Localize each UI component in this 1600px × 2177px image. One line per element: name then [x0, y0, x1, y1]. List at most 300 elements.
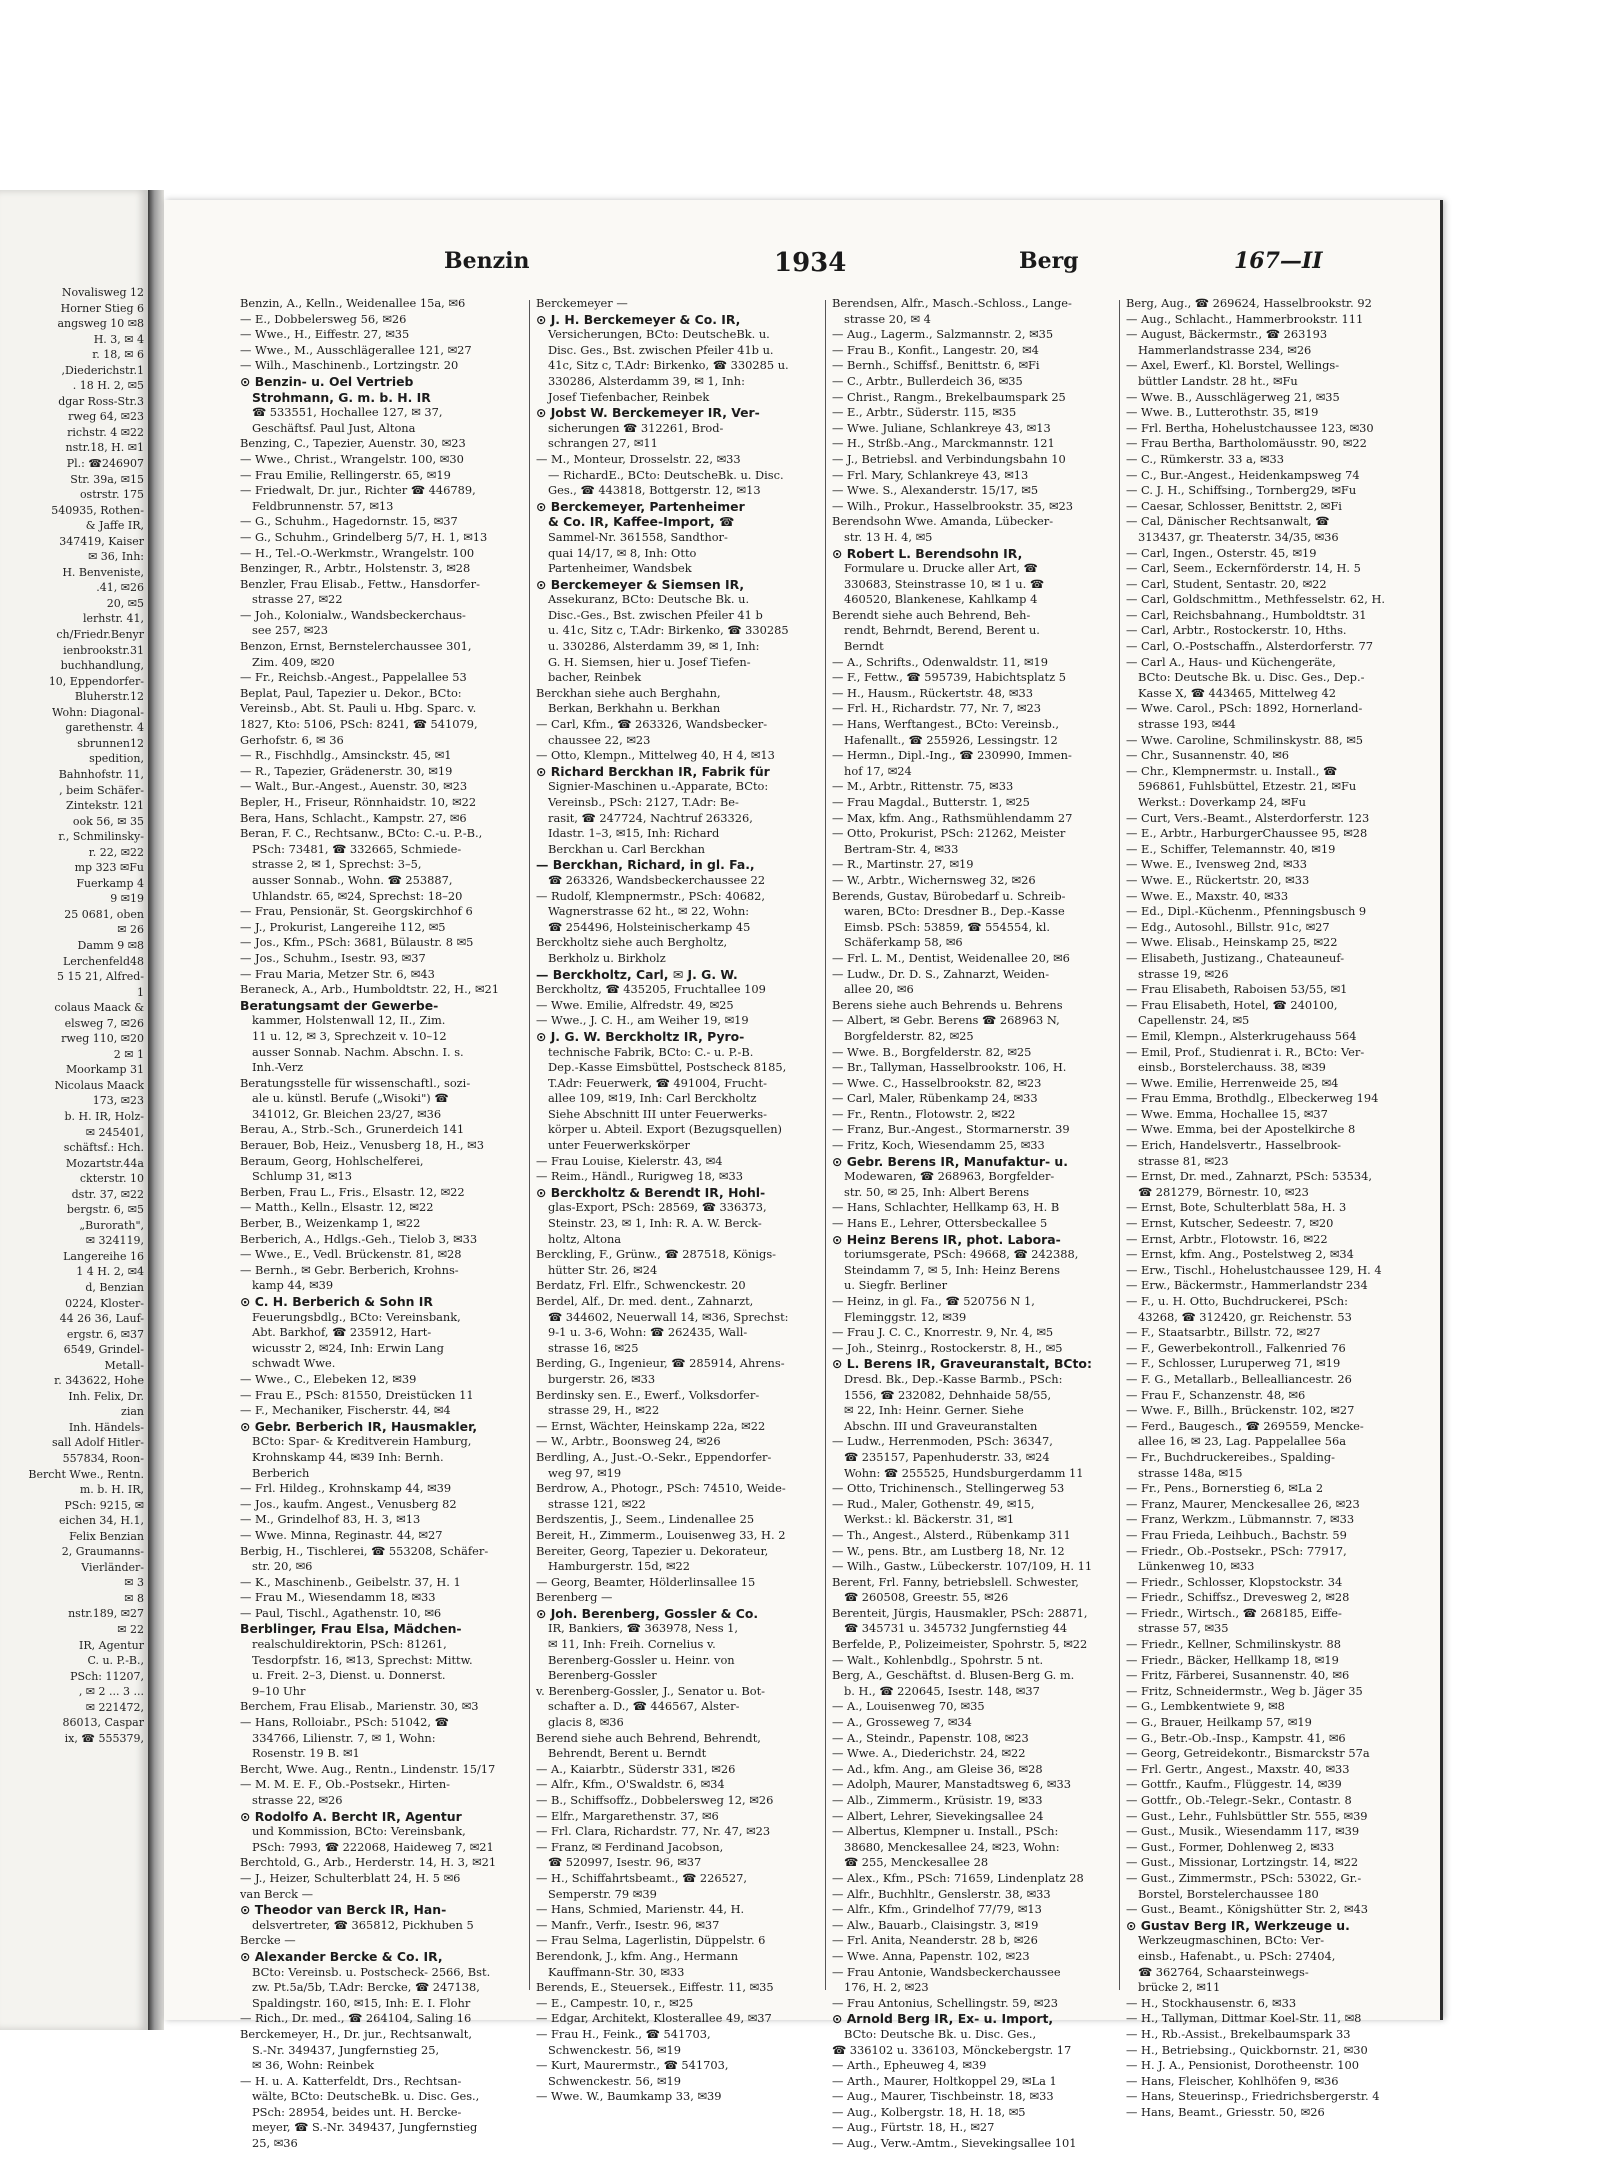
directory-entry-line: — R., Fischhdlg., Amsinckstr. 45, ✉1 — [240, 748, 452, 763]
left-page-fragment: ix, ☎ 555379, — [64, 1731, 144, 1745]
directory-entry-line: 38680, Menckesallee 24, ✉23, Wohn: — [844, 1839, 1060, 1854]
directory-entry-line: Schwenckestr. 56, ✉19 — [548, 2042, 681, 2057]
left-page-fragment: dgar Ross-Str.3 — [58, 394, 144, 408]
directory-entry-line: 25, ✉36 — [252, 2136, 298, 2151]
left-page-fragment: , beim Schäfer- — [59, 783, 144, 797]
left-page-fragment: Fuerkamp 4 — [76, 876, 144, 890]
directory-entry-line: u. 41c, Sitz c, T.Adr: Birkenko, ☎ 330285 — [548, 623, 789, 638]
directory-entry-line: — Aug., Schlacht., Hammerbrookstr. 111 — [1126, 311, 1364, 326]
directory-entry-line: Bereiter, Georg, Tapezier u. Dekorateur, — [536, 1543, 769, 1558]
directory-entry-line: Formulare u. Drucke aller Art, ☎ — [844, 561, 1038, 576]
directory-entry-line: — Max, kfm. Ang., Rathsmühlendamm 27 — [832, 810, 1073, 825]
directory-entry-line: Berdinsky sen. E., Ewerf., Volksdorfer- — [536, 1387, 760, 1402]
directory-entry-line: — Frau Bertha, Bartholomäusstr. 90, ✉22 — [1126, 436, 1367, 451]
directory-entry-line: — Hermn., Dipl.-Ing., ☎ 230990, Immen- — [832, 748, 1072, 763]
directory-entry-line: — Wwe. Emilie, Herrenweide 25, ✉4 — [1126, 1075, 1339, 1090]
left-page-fragment: r. 343622, Hohe — [54, 1374, 144, 1388]
directory-entry-line: — Christ., Rangm., Brekelbaumspark 25 — [832, 389, 1066, 404]
left-page-fragment: C. u. P.-B., — [87, 1654, 144, 1668]
business-listing-line: ⊙ C. H. Berberich & Sohn IR — [240, 1294, 433, 1309]
directory-entry-line: — Cal, Dänischer Rechtsanwalt, ☎ — [1126, 514, 1330, 529]
directory-entry-line: Partenheimer, Wandsbek — [548, 561, 692, 576]
directory-entry-line: — G., Lembkentwiete 9, ✉8 — [1126, 1699, 1285, 1714]
directory-entry-line: — Joh., Kolonialw., Wandsbeckerchaus- — [240, 607, 466, 622]
left-page-fragment: 20, ✉5 — [106, 596, 144, 610]
left-page-fragment: schäftsf.: Hch. — [63, 1141, 144, 1155]
left-page-fragment: ✉ 3 — [124, 1576, 144, 1590]
directory-entry-line: schafter a. D., ☎ 446567, Alster- — [548, 1699, 740, 1714]
directory-entry-line: — Gust., Former, Dohlenweg 2, ✉33 — [1126, 1839, 1335, 1854]
directory-entry-line: — Rudolf, Klempnermstr., PSch: 40682, — [536, 888, 766, 903]
directory-entry-line: — Hans, Rolloiabr., PSch: 51042, ☎ — [240, 1715, 449, 1730]
directory-entry-line: — Friedr., Kellner, Schmilinskystr. 88 — [1126, 1637, 1341, 1652]
directory-entry-line: Capellenstr. 24, ✉5 — [1138, 1013, 1250, 1028]
directory-entry-line: — Frau Elisabeth, Hotel, ☎ 240100, — [1126, 997, 1338, 1012]
directory-entry-line: ☎ 254496, Holsteinischerkamp 45 — [548, 919, 751, 934]
directory-entry-line: meyer, ☎ S.-Nr. 349437, Jungfernstieg — [252, 2120, 478, 2135]
directory-entry-line: strasse 148a, ✉15 — [1138, 1465, 1243, 1480]
left-page-fragment: PSch: 9215, ✉ — [64, 1498, 144, 1512]
directory-entry-line: 596861, Fuhlsbüttel, Etzestr. 21, ✉Fu — [1138, 779, 1357, 794]
directory-entry-line: Berenberg-Gossler — [548, 1668, 657, 1683]
directory-entry-line: — Wwe. B., Ausschlägerweg 21, ✉35 — [1126, 389, 1340, 404]
directory-entry-line: allee 16, ✉ 23, Lag. Pappelallee 56a — [1138, 1434, 1347, 1449]
directory-entry-line: — Frau Selma, Lagerlistin, Düppelstr. 6 — [536, 1933, 766, 1948]
directory-column-3 — [832, 296, 1114, 2152]
directory-entry-line: van Berck — — [240, 1886, 314, 1901]
directory-entry-line: Berding, G., Ingenieur, ☎ 285914, Ahrens- — [536, 1356, 785, 1371]
directory-entry-line: — Franz, Bur.-Angest., Stormarnerstr. 39 — [832, 1122, 1070, 1137]
directory-entry-line: — Ernst, Wächter, Heinskamp 22a, ✉22 — [536, 1418, 766, 1433]
directory-entry-line: — Wwe. Elisab., Heinskamp 25, ✉22 — [1126, 935, 1338, 950]
directory-entry-line: Zim. 409, ✉20 — [252, 654, 335, 669]
header-first-entry: Benzin — [444, 248, 530, 274]
directory-entry-line: Berens siehe auch Behrends u. Behrens — [832, 997, 1063, 1012]
directory-entry-line: — A., Grosseweg 7, ✉34 — [832, 1715, 972, 1730]
directory-entry-line: — Fritz, Koch, Wiesendamm 25, ✉33 — [832, 1138, 1045, 1153]
directory-entry-line: Dep.-Kasse Eimsbüttel, Postscheck 8185, — [548, 1060, 787, 1075]
left-page-fragment: PSch: 11207, — [70, 1669, 144, 1683]
directory-entry-line: — Wwe. B., Lutterothstr. 35, ✉19 — [1126, 405, 1319, 420]
directory-entry-line: — H. J. A., Pensionist, Dorotheenstr. 100 — [1126, 2058, 1360, 2073]
business-listing-line: ⊙ Berckholtz & Berendt IR, Hohl- — [536, 1184, 766, 1200]
column-divider — [1119, 300, 1120, 1990]
directory-entry-line: — Wwe. E., Rückertstr. 20, ✉33 — [1126, 872, 1310, 887]
left-page-fragment: ✉ 324119, — [85, 1234, 144, 1248]
directory-entry-line: — Matth., Kelln., Elsastr. 12, ✉22 — [240, 1200, 434, 1215]
directory-entry-line: u. 330286, Alsterdamm 39, ✉ 1, Inh: — [548, 639, 760, 654]
left-page-fragment: . 18 H. 2, ✉5 — [72, 379, 144, 393]
directory-entry-line: Bercht, Wwe. Aug., Rentn., Lindenstr. 15/17 — [240, 1761, 496, 1776]
directory-entry-line: — Wwe., E., Vedl. Brückenstr. 81, ✉28 — [240, 1247, 462, 1262]
directory-entry-line: Benzing, C., Tapezier, Auenstr. 30, ✉23 — [240, 436, 466, 451]
directory-entry-line: — Walt., Kohlenbdlg., Spohrstr. 5 nt. — [832, 1652, 1044, 1667]
directory-entry-line: strasse 2, ✉ 1, Sprechst: 3–5, — [252, 857, 422, 872]
directory-entry-line: — Adolph, Maurer, Manstadtsweg 6, ✉33 — [832, 1777, 1071, 1792]
directory-entry-line: — Frl. Anita, Neanderstr. 28 b, ✉26 — [832, 1933, 1038, 1948]
left-page-fragment: elsweg 7, ✉26 — [64, 1016, 144, 1030]
directory-entry-line: waren, BCto: Dresdner B., Dep.-Kasse — [844, 904, 1065, 919]
directory-entry-line: — G., Brauer, Heilkamp 57, ✉19 — [1126, 1715, 1312, 1730]
directory-entry-line: — Wwe. Juliane, Schlankreye 43, ✉13 — [832, 420, 1051, 435]
directory-entry-line: Feldbrunnenstr. 57, ✉13 — [252, 498, 394, 513]
directory-entry-line: — H., Hausm., Rückertstr. 48, ✉33 — [832, 685, 1033, 700]
directory-entry-line: strasse 29, H., ✉22 — [548, 1403, 660, 1418]
directory-entry-line: — R., Tapezier, Grädenerstr. 30, ✉19 — [240, 763, 453, 778]
directory-entry-line: u. Siegfr. Berliner — [844, 1278, 948, 1293]
left-page-fragment: Wohn: Diagonal- — [52, 705, 144, 719]
directory-entry-line: Signier-Maschinen u.-Apparate, BCto: — [548, 779, 769, 794]
business-listing-line: Berblinger, Frau Elsa, Mädchen- — [240, 1621, 462, 1637]
directory-entry-line: — Friedr., Bäcker, Hellkamp 18, ✉19 — [1126, 1652, 1339, 1667]
directory-entry-line: unter Feuerwerkskörper — [548, 1138, 690, 1153]
directory-column-2 — [536, 296, 818, 2105]
directory-entry-line: IR, Bankiers, ☎ 363978, Ness 1, — [548, 1621, 739, 1636]
directory-entry-line: 334766, Lilienstr. 7, ✉ 1, Wohn: — [252, 1730, 436, 1745]
directory-entry-line: — Frau J. C. C., Knorrestr. 9, Nr. 4, ✉5 — [832, 1325, 1054, 1340]
directory-entry-line: Vereinsb., PSch: 2127, T.Adr: Be- — [548, 795, 739, 809]
directory-entry-line: — H., Rb.-Assist., Brekelbaumspark 33 — [1126, 2026, 1351, 2041]
directory-entry-line: — Friedr., Wirtsch., ☎ 268185, Eiffe- — [1126, 1605, 1342, 1620]
directory-entry-line: Benzon, Ernst, Bernstelerchaussee 301, — [240, 639, 472, 654]
left-page-fragment: ienbrookstr.31 — [63, 643, 144, 657]
directory-entry-line: Berenberg — — [536, 1590, 613, 1605]
directory-entry-line: S.-Nr. 349437, Jungfernstieg 25, — [252, 2042, 440, 2057]
book-gutter — [148, 190, 164, 2030]
directory-entry-line: ☎ 336102 u. 336103, Mönckebergstr. 17 — [832, 2042, 1072, 2057]
directory-entry-line: — W., Arbtr., Wichernsweg 32, ✉26 — [832, 872, 1036, 887]
left-page-fragment: 86013, Caspar — [62, 1716, 144, 1730]
directory-entry-line: allee 109, ✉19, Inh: Carl Berckholtz — [548, 1091, 757, 1106]
left-page-fragment: 9 ✉19 — [110, 892, 144, 906]
directory-entry-line: BCto: Deutsche Bk. u. Disc. Ges., — [844, 2026, 1037, 2041]
left-page-fragment: ergstr. 6, ✉37 — [66, 1327, 144, 1341]
left-page-fragment: ✉ 26 — [117, 923, 144, 937]
left-page-fragment: bergstr. 6, ✉5 — [66, 1203, 144, 1217]
directory-entry-line: — Paul, Tischl., Agathenstr. 10, ✉6 — [240, 1605, 442, 1620]
directory-entry-line: Berdel, Alf., Dr. med. dent., Zahnarzt, — [536, 1294, 754, 1308]
business-listing-line: ⊙ J. H. Berckemeyer & Co. IR, — [536, 311, 741, 327]
left-page-fragment: IR, Agentur — [79, 1638, 144, 1652]
directory-entry-line: — Alex., Kfm., PSch: 71659, Lindenplatz 28 — [832, 1870, 1084, 1885]
directory-entry-line: Abt. Barkhof, ☎ 235912, Hart- — [252, 1325, 432, 1340]
directory-entry-line: strasse 19, ✉26 — [1138, 966, 1229, 981]
directory-entry-line: — Carl, Student, Sentastr. 20, ✉22 — [1126, 576, 1327, 591]
directory-entry-line: — Georg, Getreidekontr., Bismarckstr 57a — [1126, 1746, 1370, 1761]
directory-entry-line: str. 13 H. 4, ✉5 — [844, 529, 933, 544]
directory-entry-line: — F., Mechaniker, Fischerstr. 44, ✉4 — [240, 1403, 451, 1418]
left-page-fragment: r., Schmilinsky- — [58, 830, 144, 844]
directory-entry-line: Semperstr. 79 ✉39 — [548, 1886, 657, 1901]
left-page-fragment: Langereihe 16 — [63, 1249, 144, 1263]
page-number: 167—II — [1234, 248, 1323, 274]
directory-entry-line: Borstel, Borstelerchaussee 180 — [1138, 1886, 1319, 1901]
directory-entry-line: Berckholtz siehe auch Bergholtz, — [536, 935, 728, 950]
directory-entry-line: — Chr., Susannenstr. 40, ✉6 — [1126, 748, 1290, 763]
directory-entry-line: Bereit, H., Zimmerm., Louisenweg 33, H. 2 — [536, 1527, 786, 1542]
directory-entry-line: kammer, Holstenwall 12, II., Zim. — [252, 1013, 446, 1028]
directory-entry-line: ☎ 345731 u. 345732 Jungfernstieg 44 — [844, 1621, 1068, 1636]
directory-entry-line: ☎ 533551, Hochallee 127, ✉ 37, — [252, 405, 443, 420]
directory-entry-line: Berber, B., Weizenkamp 1, ✉22 — [240, 1216, 421, 1231]
directory-entry-line: — Ernst, Bote, Schulterblatt 58a, H. 3 — [1126, 1200, 1347, 1215]
directory-entry-line: holtz, Altona — [548, 1231, 622, 1246]
directory-entry-line: Assekuranz, BCto: Deutsche Bk. u. — [548, 592, 750, 607]
directory-entry-line: — Frau H., Feink., ☎ 541703, — [536, 2026, 711, 2041]
directory-entry-line: toriumsgerate, PSch: 49668, ☎ 242388, — [844, 1247, 1079, 1262]
directory-entry-line: — Alb., Zimmerm., Krüsistr. 19, ✉33 — [832, 1793, 1043, 1807]
directory-entry-line: Spaldingstr. 160, ✉15, Inh: E. I. Flohr — [252, 1995, 471, 2010]
directory-entry-line: — Frau Antonie, Wandsbeckerchaussee — [832, 1964, 1061, 1979]
directory-entry-line: BCto: Vereinsb. u. Postscheck- 2566, Bst. — [252, 1964, 491, 1979]
directory-entry-line: Steindamm 7, ✉ 5, Inh: Heinz Berens — [844, 1262, 1060, 1277]
directory-entry-line: Berckhan u. Carl Berckhan — [548, 841, 706, 856]
directory-entry-line: Versicherungen, BCto: DeutscheBk. u. — [548, 327, 770, 342]
directory-entry-line: Berkholz u. Birkholz — [548, 950, 666, 965]
directory-entry-line: — Elisabeth, Justizang., Chateauneuf- — [1126, 950, 1345, 965]
directory-entry-line: Berends, E., Steuersek., Eiffestr. 11, ✉35 — [536, 1980, 774, 1995]
directory-entry-line: — Wwe. C., Hasselbrookstr. 82, ✉23 — [832, 1075, 1042, 1090]
left-page-fragment: & Jaffe IR, — [85, 519, 144, 533]
directory-entry-line: Schlump 31, ✉13 — [252, 1169, 352, 1184]
directory-entry-line: strasse 20, ✉ 4 — [844, 311, 931, 326]
header-year: 1934 — [774, 248, 847, 278]
directory-entry-line: einsb., Borstelerchauss. 38, ✉39 — [1138, 1060, 1326, 1075]
directory-entry-line: — M., Arbtr., Rittenstr. 75, ✉33 — [832, 779, 1014, 794]
directory-entry-line: Beran, F. C., Rechtsanw., BCto: C.-u. P.-B., — [240, 826, 483, 841]
directory-entry-line: burgerstr. 26, ✉33 — [548, 1371, 656, 1386]
directory-entry-line: Berchtold, G., Arb., Herderstr. 14, H. 3, ✉21 — [240, 1855, 497, 1870]
directory-entry-line: Berendonk, J., kfm. Ang., Hermann — [536, 1948, 739, 1963]
left-page-fragment: ✉ 221472, — [85, 1700, 144, 1714]
directory-entry-line: körper u. Abteil. Export (Bezugsquellen) — [548, 1122, 782, 1137]
directory-entry-line: — Wwe. E., Maxstr. 40, ✉33 — [1126, 888, 1289, 903]
directory-entry-line: — C. J. H., Schiffsing., Tornberg29, ✉Fu — [1126, 483, 1357, 498]
directory-entry-line: — Edg., Autosohl., Billstr. 91c, ✉27 — [1126, 919, 1330, 934]
directory-entry-line: Berfelde, P., Polizeimeister, Spohrstr. 5, ✉22 — [832, 1637, 1088, 1652]
directory-entry-line: ☎ 263326, Wandsbeckerchaussee 22 — [548, 872, 766, 887]
directory-entry-line: — A., Louisenweg 70, ✉35 — [832, 1699, 985, 1714]
directory-entry-line: 176, H. 2, ✉23 — [844, 1980, 929, 1995]
left-page-fragment: garethenstr. 4 — [65, 721, 144, 735]
left-page-fragment: ,Diederichstr.1 — [61, 363, 144, 377]
directory-entry-line: — Gust., Beamt., Königshütter Str. 2, ✉43 — [1126, 1902, 1369, 1917]
directory-entry-line: Sammel-Nr. 361558, Sandthor- — [548, 529, 728, 544]
directory-entry-line: b. H., ☎ 220645, Isestr. 148, ✉37 — [844, 1683, 1040, 1698]
directory-entry-line: — E., Dobbelersweg 56, ✉26 — [240, 311, 407, 326]
directory-entry-line: str. 50, ✉ 25, Inh: Albert Berens — [844, 1184, 1030, 1199]
directory-entry-line: ausser Sonnab., Wohn. ☎ 253887, — [252, 872, 453, 887]
directory-entry-line: — Frl. Hildeg., Krohnskamp 44, ✉39 — [240, 1481, 452, 1496]
directory-entry-line: ☎ 260508, Greestr. 55, ✉26 — [844, 1590, 1009, 1605]
left-page-fragment: Bluherstr.12 — [74, 690, 144, 704]
directory-entry-line: — Gust., Lehr., Fuhlsbüttler Str. 555, ✉39 — [1126, 1808, 1368, 1823]
directory-entry-line: — Frau Frieda, Leihbuch., Bachstr. 59 — [1126, 1527, 1347, 1542]
directory-entry-line: ☎ 235157, Papenhuderstr. 33, ✉24 — [844, 1449, 1050, 1464]
directory-entry-line: — Gust., Missionar, Lortzingstr. 14, ✉22 — [1126, 1855, 1359, 1870]
directory-entry-line: — R., Martinstr. 27, ✉19 — [832, 857, 974, 872]
left-page-fragment: H. 3, ✉ 4 — [93, 332, 144, 346]
directory-entry-line: — J., Prokurist, Langereihe 112, ✉5 — [240, 919, 446, 934]
directory-entry-line: — Otto, Prokurist, PSch: 21262, Meister — [832, 826, 1066, 841]
left-page-fragment: ✉ 8 — [124, 1591, 144, 1605]
directory-entry-line: Modewaren, ☎ 268963, Borgfelder- — [844, 1169, 1055, 1184]
left-page-text-column — [0, 285, 144, 1746]
directory-entry-line: — Heinz, in gl. Fa., ☎ 520756 N 1, — [832, 1294, 1035, 1308]
directory-entry-line: — Wwe., C., Elebeken 12, ✉39 — [240, 1371, 417, 1386]
directory-entry-line: — Fritz, Schneidermstr., Weg b. Jäger 35 — [1126, 1683, 1363, 1698]
directory-entry-line: — Jos., Schuhm., Isestr. 93, ✉37 — [240, 950, 426, 965]
directory-entry-line: — Friedr., Schiffsz., Drevesweg 2, ✉28 — [1126, 1590, 1350, 1605]
directory-entry-line: Kasse X, ☎ 443465, Mittelweg 42 — [1138, 685, 1336, 700]
business-listing-line: ⊙ Berckemeyer, Partenheimer — [536, 498, 745, 514]
directory-entry-line: — Emil, Klempn., Alsterkrugehauss 564 — [1126, 1028, 1357, 1043]
directory-entry-line: Rosenstr. 19 B. ✉1 — [252, 1746, 360, 1761]
directory-entry-line: wicusstr 2, ✉24, Inh: Erwin Lang — [252, 1340, 444, 1355]
directory-entry-line: PSch: 7993, ☎ 222068, Haideweg 7, ✉21 — [252, 1839, 494, 1854]
directory-entry-line: — A., Kaiarbtr., Süderstr 331, ✉26 — [536, 1761, 736, 1776]
directory-entry-line: 11 u. 12, ✉ 3, Sprechzeit v. 10–12 — [252, 1028, 447, 1043]
directory-entry-line: Berauer, Bob, Heiz., Venusberg 18, H., ✉3 — [240, 1138, 484, 1153]
directory-entry-line: — Frau Louise, Kielerstr. 43, ✉4 — [536, 1153, 723, 1168]
business-listing-line: ⊙ Richard Berckhan IR, Fabrik für — [536, 763, 770, 779]
directory-entry-line: — Rich., Dr. med., ☎ 264104, Saling 16 — [240, 2011, 472, 2026]
directory-entry-line: — Jos., kaufm. Angest., Venusberg 82 — [240, 1496, 457, 1511]
directory-entry-line: Idastr. 1–3, ✉15, Inh: Richard — [548, 826, 720, 841]
directory-entry-line: — Fr., Buchdruckereibes., Spalding- — [1126, 1449, 1335, 1464]
left-page-fragment: Str. 39a, ✉15 — [70, 472, 144, 486]
directory-entry-line: schrangen 27, ✉11 — [548, 436, 658, 451]
directory-entry-line: Benzin, A., Kelln., Weidenallee 15a, ✉6 — [240, 296, 466, 310]
directory-entry-line: Hafenallt., ☎ 255926, Lessingstr. 12 — [844, 732, 1058, 747]
directory-entry-line: glacis 8, ✉36 — [548, 1715, 624, 1730]
directory-entry-line: — H., Stockhausenstr. 6, ✉33 — [1126, 1995, 1297, 2010]
left-page-fragment: 5 15 21, Alfred- — [56, 970, 144, 984]
left-page-fragment: Felix Benzian — [69, 1529, 144, 1543]
directory-entry-line: — Frl. Bertha, Hohelustchaussee 123, ✉30 — [1126, 420, 1374, 435]
business-listing-line: ⊙ Robert L. Berendsohn IR, — [832, 545, 1023, 561]
directory-entry-line: — C., Arbtr., Bullerdeich 36, ✉35 — [832, 373, 1023, 388]
directory-entry-line: — Frau, Pensionär, St. Georgskirchhof 6 — [240, 904, 473, 919]
directory-entry-line: BCto: Deutsche Bk. u. Disc. Ges., Dep.- — [1138, 670, 1365, 685]
directory-entry-line: Wohn: ☎ 255525, Hundsburgerdamm 11 — [844, 1465, 1084, 1480]
left-page-fragment: rweg 64, ✉23 — [68, 410, 144, 424]
directory-entry-line: technische Fabrik, BCto: C.- u. P.-B. — [548, 1044, 754, 1059]
directory-entry-line: Bertram-Str. 4, ✉33 — [844, 841, 959, 856]
directory-entry-line: PSch: 73481, ☎ 332665, Schmiede- — [252, 841, 462, 856]
directory-entry-line: — B., Schiffsoffz., Dobbelersweg 12, ✉26 — [536, 1793, 774, 1807]
directory-entry-line: — Ferd., Baugesch., ☎ 269559, Mencke- — [1126, 1418, 1364, 1433]
directory-entry-line: ☎ 520997, Isestr. 96, ✉37 — [548, 1855, 702, 1870]
left-page-fragment: rweg 110, ✉20 — [61, 1032, 144, 1046]
directory-entry-line: — Aug., Fürtstr. 18, H., ✉27 — [832, 2120, 995, 2135]
business-listing-line: ⊙ Gebr. Berens IR, Manufaktur- u. — [832, 1153, 1068, 1169]
directory-entry-line: — Wwe., M., Ausschlägerallee 121, ✉27 — [240, 342, 472, 357]
directory-entry-line: 313437, gr. Theaterstr. 34/35, ✉36 — [1138, 529, 1339, 544]
directory-entry-line: — F., Fettw., ☎ 595739, Habichtsplatz 5 — [832, 670, 1066, 685]
directory-entry-line: — Reim., Händl., Rurigweg 18, ✉33 — [536, 1169, 743, 1184]
left-page-fragment: b. H. IR, Holz- — [64, 1109, 144, 1123]
directory-entry-line: Berbig, H., Tischlerei, ☎ 553208, Schäfer- — [240, 1543, 489, 1558]
directory-entry-line: Berckemeyer — — [536, 296, 628, 310]
directory-entry-line: — Erw., Bäckermstr., Hammerlandstr 234 — [1126, 1278, 1368, 1293]
directory-entry-line: — Alfr., Buchhltr., Genslerstr. 38, ✉33 — [832, 1886, 1051, 1901]
left-page-fragment: ook 56, ✉ 35 — [72, 814, 144, 828]
directory-entry-line: BCto: Spar- & Kreditverein Hamburg, — [252, 1434, 472, 1449]
directory-entry-line: chaussee 22, ✉23 — [548, 732, 651, 747]
directory-entry-line: — Hans, Werftangest., BCto: Vereinsb., — [832, 717, 1060, 732]
directory-entry-line: — Ed., Dipl.-Küchenm., Pfenningsbusch 9 — [1126, 904, 1367, 919]
left-page-fragment: r. 22, ✉22 — [88, 845, 144, 859]
directory-entry-line: — Carl, Arbtr., Rostockerstr. 10, Hths. — [1126, 623, 1347, 638]
directory-entry-line: 43268, ☎ 312420, gr. Reichenstr. 53 — [1138, 1309, 1352, 1324]
directory-entry-line: — Fr., Rentn., Flotowstr. 2, ✉22 — [832, 1106, 1016, 1121]
directory-entry-line: Berent, Frl. Fanny, betriebslell. Schwester, — [832, 1574, 1079, 1589]
directory-entry-line: — G., Schuhm., Hagedornstr. 15, ✉37 — [240, 514, 458, 529]
directory-entry-line: 9–10 Uhr — [252, 1683, 306, 1698]
directory-entry-line: — Ludw., Herrenmoden, PSch: 36347, — [832, 1434, 1053, 1449]
directory-entry-line: — Wwe. F., Billh., Brückenstr. 102, ✉27 — [1126, 1403, 1355, 1418]
left-page-fragment: richstr. 4 ✉22 — [67, 425, 144, 439]
directory-entry-line: ☎ 255, Menckesallee 28 — [844, 1855, 989, 1870]
directory-entry-line: rasit, ☎ 247724, Nachtruf 263326, — [548, 810, 753, 825]
directory-entry-line: — Curt, Vers.-Beamt., Alsterdorferstr. 123 — [1126, 810, 1370, 825]
directory-entry-line: Berendsohn Wwe. Amanda, Lübecker- — [832, 514, 1054, 529]
directory-entry-line: ausser Sonnab. Nachm. Abschn. I. s. — [252, 1044, 464, 1059]
directory-entry-line: — Alfr., Kfm., O'Swaldstr. 6, ✉34 — [536, 1777, 725, 1792]
left-page-fragment: Damm 9 ✉8 — [77, 938, 144, 952]
directory-entry-line: — H., Betriebsing., Quickbornstr. 21, ✉30 — [1126, 2042, 1368, 2057]
directory-entry-line: — W., Arbtr., Boonsweg 24, ✉26 — [536, 1434, 721, 1449]
directory-entry-line: — Carl, O.-Postschaffn., Alsterdorferstr. 77 — [1126, 639, 1373, 654]
left-page-fragment: Zintekstr. 121 — [66, 799, 144, 813]
left-page-fragment: 557834, Roon- — [62, 1452, 144, 1466]
left-page-fragment: 6549, Grindel- — [63, 1343, 144, 1357]
directory-entry-line: — F., u. H. Otto, Buchdruckerei, PSch: — [1126, 1294, 1348, 1308]
directory-entry-line: Schäferkamp 58, ✉6 — [844, 935, 963, 950]
directory-entry-line: — Fr., Reichsb.-Angest., Pappelallee 53 — [240, 670, 467, 685]
directory-entry-line: — Friedr., Schlosser, Klopstockstr. 34 — [1126, 1574, 1343, 1589]
directory-entry-line: Dresd. Bk., Dep.-Kasse Barmb., PSch: — [844, 1371, 1063, 1386]
directory-entry-line: — Fr., Pens., Bornerstieg 6, ✉La 2 — [1126, 1481, 1324, 1496]
directory-entry-line: Feuerungsbdlg., BCto: Vereinsbank, — [252, 1309, 461, 1324]
left-page-fragment: sall Adolf Hitler- — [52, 1436, 144, 1450]
left-page-fragment: Horner Stieg 6 — [60, 301, 144, 315]
directory-entry-line: Berg, A., Geschäftst. d. Blusen-Berg G. m. — [832, 1668, 1075, 1683]
directory-entry-line: — G., Schuhm., Grindelberg 5/7, H. 1, ✉13 — [240, 529, 488, 544]
directory-entry-line: Hamburgerstr. 15d, ✉22 — [548, 1559, 690, 1574]
directory-entry-line: — Wwe. S., Alexanderstr. 15/17, ✉5 — [832, 483, 1039, 498]
directory-entry-line: — Hans, Schmied, Marienstr. 44, H. — [536, 1902, 745, 1917]
directory-entry-line: Hammerlandstrasse 234, ✉26 — [1138, 342, 1312, 357]
directory-entry-line: — Friedr., Ob.-Postsekr., PSch: 77917, — [1126, 1543, 1347, 1558]
directory-entry-line: — Frl. Clara, Richardstr. 77, Nr. 47, ✉23 — [536, 1824, 771, 1839]
directory-entry-line: Berben, Frau L., Fris., Elsastr. 12, ✉22 — [240, 1184, 465, 1199]
business-listing-line: Beratungsamt der Gewerbe- — [240, 997, 439, 1013]
directory-entry-line: — Franz, Werkzm., Lübmannstr. 7, ✉33 — [1126, 1512, 1355, 1527]
directory-entry-line: — Wwe. Caroline, Schmilinskystr. 88, ✉5 — [1126, 732, 1364, 747]
left-page-fragment: Nicolaus Maack — [54, 1078, 144, 1092]
directory-entry-line: — A., Steindr., Papenstr. 108, ✉23 — [832, 1730, 1029, 1745]
directory-entry-line: Bera, Hans, Schlacht., Kampstr. 27, ✉6 — [240, 810, 467, 825]
directory-entry-line: 1556, ☎ 232082, Dehnhaide 58/55, — [844, 1387, 1052, 1402]
directory-entry-line: Berdszentis, J., Seem., Lindenallee 25 — [536, 1512, 755, 1527]
directory-entry-line: glas-Export, PSch: 28569, ☎ 336373, — [548, 1200, 767, 1215]
directory-entry-line: Schwenckestr. 56, ✉19 — [548, 2073, 681, 2088]
directory-entry-line: ale u. künstl. Berufe („Wisoki") ☎ — [252, 1091, 449, 1106]
directory-entry-line: — H., Tallyman, Dittmar Koel-Str. 11, ✉8 — [1126, 2011, 1362, 2026]
directory-entry-line: — Franz, ✉ Ferdinand Jacobson, — [536, 1839, 724, 1854]
